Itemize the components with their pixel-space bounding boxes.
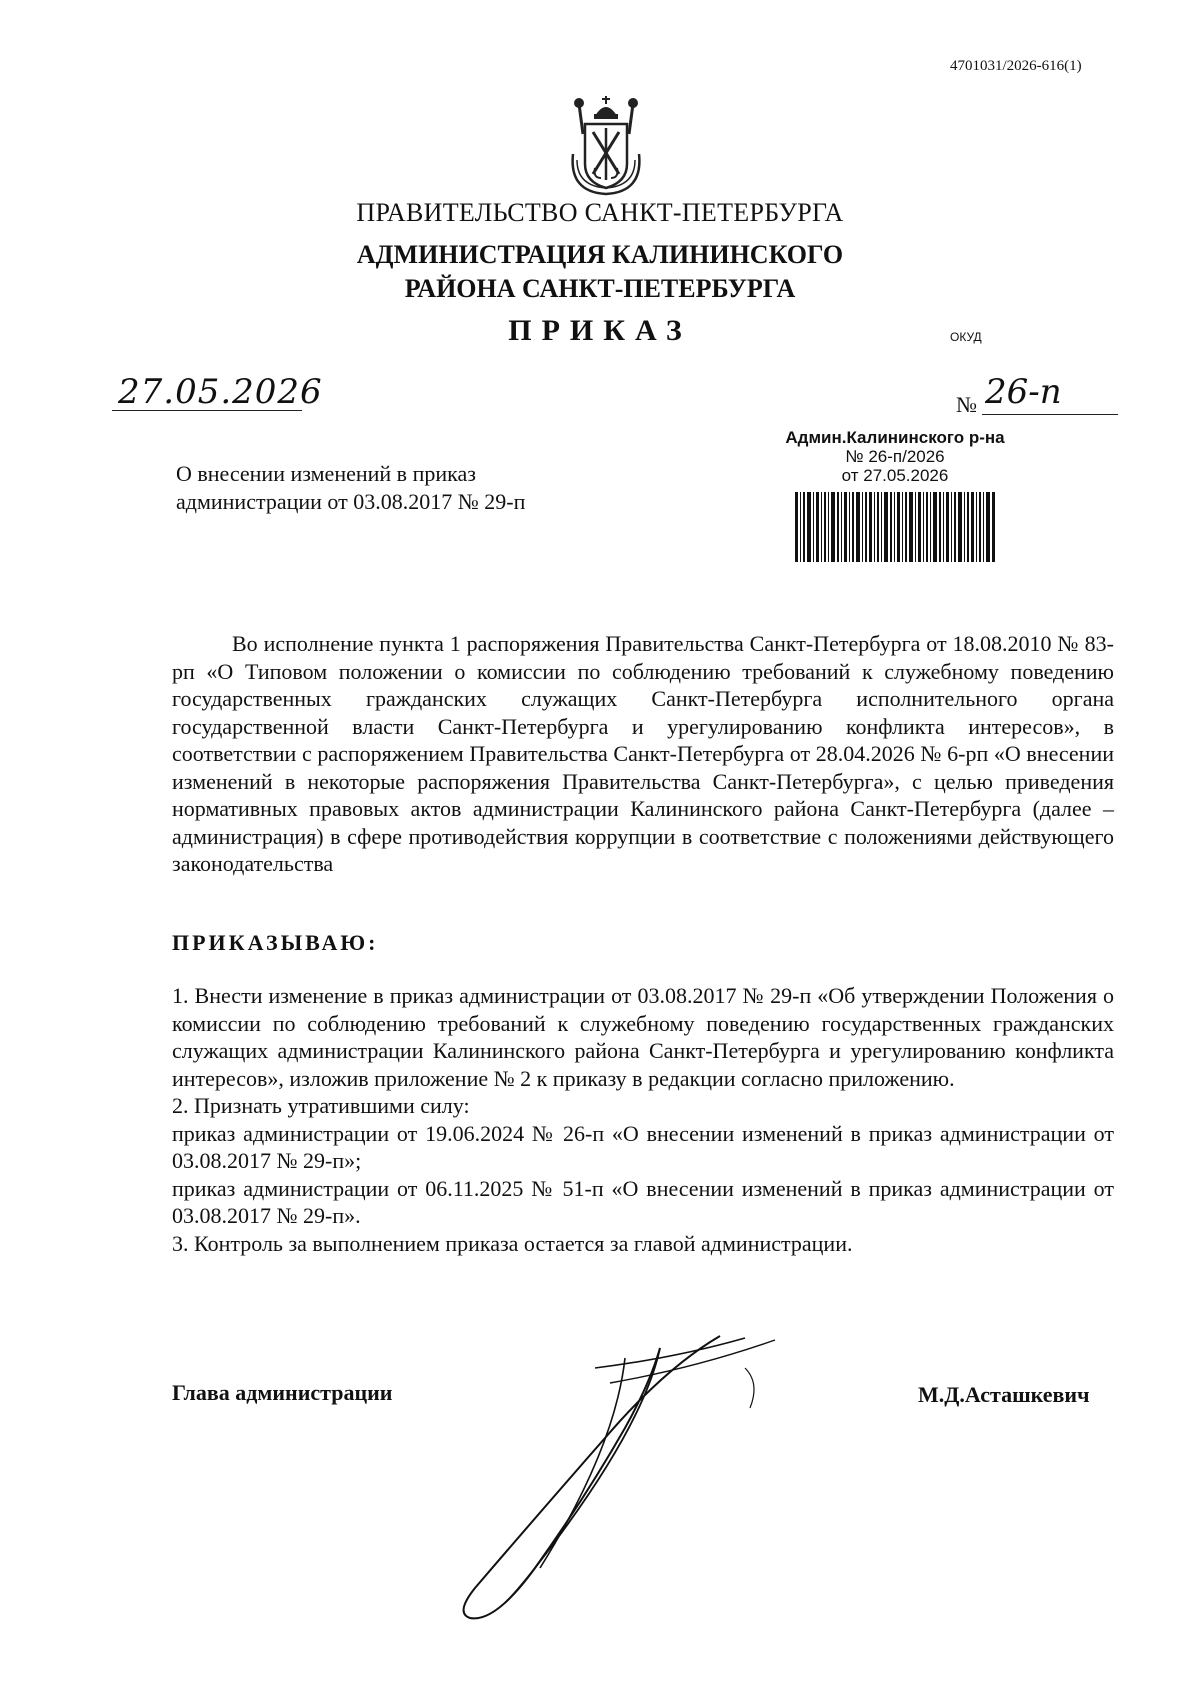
administration-name-line1: АДМИНИСТРАЦИЯ КАЛИНИНСКОГО [356, 240, 844, 269]
order-item-2: 2. Признать утратившими силу: [172, 1093, 470, 1118]
handwritten-number: 26-п [985, 372, 1062, 412]
registration-stamp [760, 428, 1030, 485]
date-underline [112, 410, 302, 411]
government-name: ПРАВИТЕЛЬСТВО САНКТ-ПЕТЕРБУРГА [356, 198, 844, 227]
barcode-icon [795, 492, 995, 562]
preamble-paragraph [172, 630, 1114, 878]
signatory-title: Глава администрации [172, 1380, 393, 1405]
order-heading: ПРИКАЗЫВАЮ: [172, 930, 379, 955]
stamp-organization: Админ.Калининского р-на [785, 428, 1005, 447]
order-item-2b: приказ администрации от 06.11.2025 № 51-п «О внесении изменений в приказ администрации от 03.08.2017 № 29-п». [172, 1175, 1114, 1228]
document-type-title: ПРИКАЗ [508, 314, 692, 347]
number-label: № [956, 392, 977, 417]
stamp-date: от 27.05.2026 [841, 466, 949, 485]
saint-petersburg-coat-of-arms-icon [565, 94, 647, 198]
administration-name-line2: РАЙОНА САНКТ-ПЕТЕРБУРГА [404, 274, 796, 303]
order-item-3: 3. Контроль за выполнением приказа остается за главой администрации. [172, 1230, 853, 1256]
document-reference-number: 4701031/2026-616(1) [950, 58, 1082, 74]
preamble-text: Во исполнение пункта 1 распоряжения Правительства Санкт-Петербурга от 18.08.2010 № 83-рп «О Типовом положении о комиссии по соблюдению требований к служебному поведению государственных гражданских служащих Санкт-Петербурга исполнительного органа государственной власти Санкт-Петербурга и урегулированию конфликта интересов», в соответствии с распоряжением Правительства Санкт-Петербурга от 28.04.2026 № 6-рп «О внесении изменений в некоторые распоряжения Правительства Санкт-Петербурга», с целью приведения нормативных правовых актов администрации Калининского района Санкт-Петербурга (далее – администрация) в сфере противодействия коррупции в соответствие с положениями действующего законодательства [172, 631, 1114, 876]
subject-line2: администрации от 03.08.2017 № 29-п [176, 489, 526, 514]
okud-label: ОКУД [950, 330, 982, 344]
handwritten-signature-icon [415, 1328, 835, 1628]
order-items [172, 982, 1114, 1257]
number-underline [982, 414, 1118, 415]
stamp-number: № 26-п/2026 [845, 447, 945, 466]
handwritten-date: 27.05.2026 [118, 372, 323, 412]
order-item-2a: приказ администрации от 19.06.2024 № 26-п «О внесении изменений в приказ администрации от 03.08.2017 № 29-п»; [172, 1120, 1114, 1173]
document-subject [176, 460, 636, 516]
subject-line1: О внесении изменений в приказ [176, 461, 476, 486]
order-item-1: 1. Внести изменение в приказ администрации от 03.08.2017 № 29-п «Об утверждении Положения о комиссии по соблюдению требований к служебному поведению государственных гражданских служащих администрации Калининского района Санкт-Петербурга и урегулированию конфликта интересов», изложив приложение № 2 к приказу в редакции согласно приложению. [172, 983, 1114, 1091]
signatory-name: М.Д.Асташкевич [918, 1382, 1090, 1407]
